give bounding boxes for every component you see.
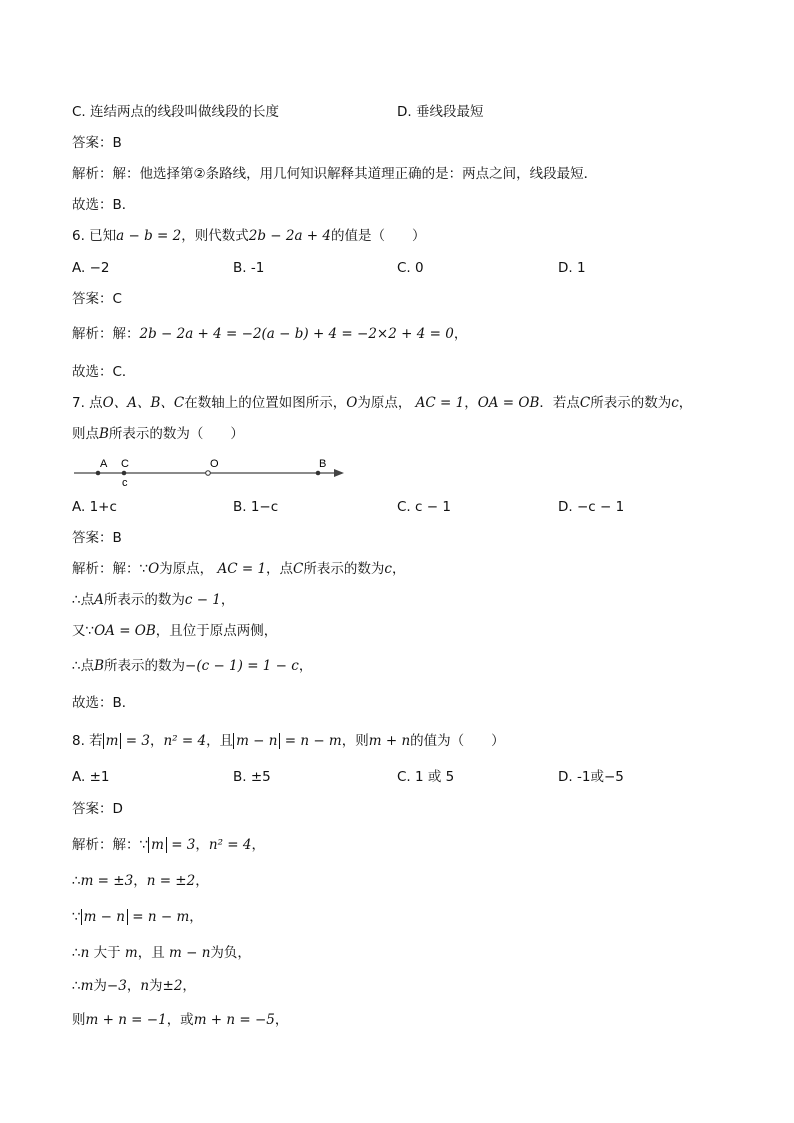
q7-analysis-line2 [72, 590, 234, 610]
q8-analysis-text: ， [251, 837, 265, 853]
q7-analysis-text: ，点 [266, 561, 294, 577]
q8-analysis-math: m [124, 945, 138, 961]
q8-analysis-math: m − n [169, 945, 211, 961]
q8-math: m + n [368, 733, 411, 749]
number-line-arrow-icon [334, 469, 344, 477]
q8-analysis-text: ， [182, 978, 196, 994]
q7-math: B [99, 426, 109, 442]
point-c-dot [122, 471, 127, 476]
q8-analysis-text: ， [133, 873, 147, 889]
q6-analysis-text: ， [453, 326, 468, 342]
point-b-label: B [319, 458, 327, 470]
q8-analysis-math: = n − m [127, 909, 190, 925]
q8-analysis-text: ， [195, 873, 209, 889]
q7-text: 在数轴上的位置如图所示， [184, 395, 347, 411]
q7-analysis-text: ， [298, 658, 313, 674]
q7-question-line2 [72, 424, 244, 444]
q8-text: 8. 若 [72, 733, 103, 749]
q7-text: 所表示的数为 [590, 395, 672, 411]
q7-option-c: C. c − 1 [397, 499, 451, 515]
q8-question [72, 731, 505, 751]
q6-analysis-text: 解析：解： [72, 326, 140, 342]
q8-analysis-math: n = ±2 [146, 873, 196, 889]
q7-math: c [671, 395, 679, 411]
q7-text: ， [464, 395, 478, 411]
q6-conclusion: 故选：C． [72, 364, 136, 380]
q7-text: 所表示的数为（ ） [108, 426, 244, 442]
q8-analysis-text: ∴ [72, 978, 81, 994]
q8-answer: 答案：D [72, 801, 123, 817]
point-c-label: C [121, 458, 129, 470]
q8-analysis-text: ， [274, 1012, 289, 1028]
q6-question-text: 6. 已知 [72, 228, 117, 244]
q8-analysis-text: ∴ [72, 873, 81, 889]
q8-analysis-text: ，或 [166, 1012, 194, 1028]
q8-analysis-text: ∵ [72, 909, 81, 925]
q7-math: O [346, 395, 358, 411]
q8-analysis-math: n² = 4 [208, 837, 252, 853]
q7-analysis-math: OA = OB [94, 623, 156, 639]
point-a-dot [96, 471, 101, 476]
q8-analysis-math: n [80, 945, 90, 961]
q8-abs-value: m [103, 733, 122, 749]
q6-expression: 2b − 2a + 4 [248, 228, 331, 244]
q8-analysis-line6 [72, 1010, 288, 1030]
q6-answer: 答案：C [72, 291, 122, 307]
q5-answer: 答案：B [72, 135, 122, 151]
q7-option-d: D. −c − 1 [558, 499, 625, 515]
q8-analysis-math: −3 [106, 978, 127, 994]
q8-text: ，且 [206, 733, 234, 749]
q8-text: ，则 [341, 733, 369, 749]
q7-text: 为原点， [357, 395, 412, 411]
q8-text: ， [149, 733, 164, 749]
q7-math: OA = OB [477, 395, 540, 411]
q8-analysis-math: m + n = −1 [85, 1012, 167, 1028]
number-line-figure [72, 452, 362, 492]
q8-abs-value: m − n [81, 909, 128, 925]
point-c-value-label: c [122, 477, 128, 489]
q7-analysis-text: ∴点 [72, 658, 95, 674]
q7-analysis-text: ， [391, 561, 406, 577]
q8-option-d: D. -1或−5 [558, 769, 624, 785]
q6-option-c: C. 0 [397, 260, 424, 276]
q8-math: n² = 4 [163, 733, 207, 749]
q7-analysis-text: ∴点 [72, 592, 95, 608]
q8-option-a: A. ±1 [72, 769, 110, 785]
point-o-label: O [210, 458, 219, 470]
q6-options-row [72, 258, 732, 278]
q7-analysis-math: B [94, 658, 105, 674]
q7-analysis-line1 [72, 559, 405, 579]
q7-analysis-text: ，且位于原点两侧， [155, 623, 278, 639]
q8-analysis-math: n [140, 978, 150, 994]
q7-analysis-text: 所表示的数为 [303, 561, 385, 577]
q5-option-c: C. 连结两点的线段叫做线段的长度 [72, 104, 280, 120]
q7-text: ， [678, 395, 693, 411]
q7-options-row [72, 497, 732, 517]
q7-analysis-text: 所表示的数为 [103, 592, 185, 608]
q8-analysis-text: 解析：解：∵ [72, 837, 149, 853]
q8-analysis-text: 大于 [89, 945, 125, 961]
q8-analysis-math: m [80, 978, 94, 994]
q7-analysis-math: c [384, 561, 392, 577]
q8-analysis-text: 为 [149, 978, 163, 994]
q5-options-row [72, 102, 732, 122]
q8-analysis-line2 [72, 871, 209, 891]
q8-analysis-text: ， [195, 837, 209, 853]
q5-conclusion: 故选：B． [72, 197, 136, 213]
q8-options-row [72, 767, 732, 787]
q8-analysis-line3 [72, 907, 203, 927]
q8-analysis-text: ，且 [137, 945, 169, 961]
point-a-label: A [100, 458, 108, 470]
q7-option-b: B. 1−c [233, 499, 279, 515]
q7-math: AC = 1 [415, 395, 465, 411]
q7-analysis-math: O [148, 561, 160, 577]
q6-option-b: B. -1 [233, 260, 265, 276]
q8-analysis-math: ±2 [162, 978, 183, 994]
q7-math: O、A、B、C [102, 395, 185, 411]
q8-analysis-math: m + n = −5 [193, 1012, 275, 1028]
q8-text: 的值为（ ） [410, 733, 505, 749]
q8-analysis-line1 [72, 835, 265, 855]
q8-analysis-text: ∴ [72, 945, 81, 961]
q7-analysis-math: c − 1 [184, 592, 221, 608]
q8-analysis-line5 [72, 976, 196, 996]
q8-option-b: B. ±5 [233, 769, 271, 785]
q8-option-c: C. 1 或 5 [397, 769, 455, 785]
q8-math: = 3 [121, 733, 150, 749]
q7-text: 7. 点 [72, 395, 103, 411]
q6-analysis [72, 324, 467, 344]
q5-option-d: D. 垂线段最短 [397, 104, 484, 120]
point-b-dot [316, 471, 321, 476]
q8-analysis-text: ， [126, 978, 141, 994]
q8-math: = n − m [280, 733, 342, 749]
q6-condition: a − b = 2 [116, 228, 182, 244]
q8-analysis-text: 为负， [210, 945, 251, 961]
q7-analysis-line3 [72, 621, 277, 641]
q7-analysis-text: 又∵ [72, 623, 95, 639]
q7-text: 则点 [72, 426, 99, 442]
q7-conclusion: 故选：B． [72, 695, 136, 711]
q8-analysis-math: = 3 [166, 837, 196, 853]
q5-analysis: 解析：解：他选择第②条路线，用几何知识解释其道理正确的是：两点之间，线段最短． [72, 166, 598, 182]
q6-analysis-expression: 2b − 2a + 4 = −2(a − b) + 4 = −2×2 + 4 = 0 [139, 326, 454, 342]
q7-question-line1 [72, 393, 692, 413]
q7-analysis-math: AC = 1 [217, 561, 267, 577]
q6-option-d: D. 1 [558, 260, 586, 276]
q6-question [72, 226, 426, 246]
q7-text: ．若点 [539, 395, 580, 411]
q7-option-a: A. 1+c [72, 499, 117, 515]
q7-analysis-text: 解析：解：∵ [72, 561, 149, 577]
q7-analysis-text: 所表示的数为 [104, 658, 186, 674]
q7-analysis-math: A [94, 592, 104, 608]
q8-analysis-text: ， [189, 909, 203, 925]
q8-analysis-text: 则 [72, 1012, 86, 1028]
q7-analysis-text: 为原点， [159, 561, 214, 577]
q6-question-text: 的值是（ ） [331, 228, 426, 244]
point-o-dot [206, 471, 211, 476]
q8-abs-value: m [148, 837, 167, 853]
q8-analysis-text: 为 [93, 978, 107, 994]
q6-question-text: ，则代数式 [181, 228, 249, 244]
q8-analysis-math: m = ±3 [80, 873, 134, 889]
q8-abs-value: m − n [233, 733, 280, 749]
q6-option-a: A. −2 [72, 260, 110, 276]
q7-analysis-math: C [293, 561, 304, 577]
q7-analysis-text: ， [220, 592, 235, 608]
q7-analysis-math: −(c − 1) = 1 − c [185, 658, 299, 674]
q7-math: C [579, 395, 591, 411]
q7-answer: 答案：B [72, 530, 122, 546]
q7-analysis-line4 [72, 656, 312, 676]
q8-analysis-line4 [72, 943, 251, 963]
